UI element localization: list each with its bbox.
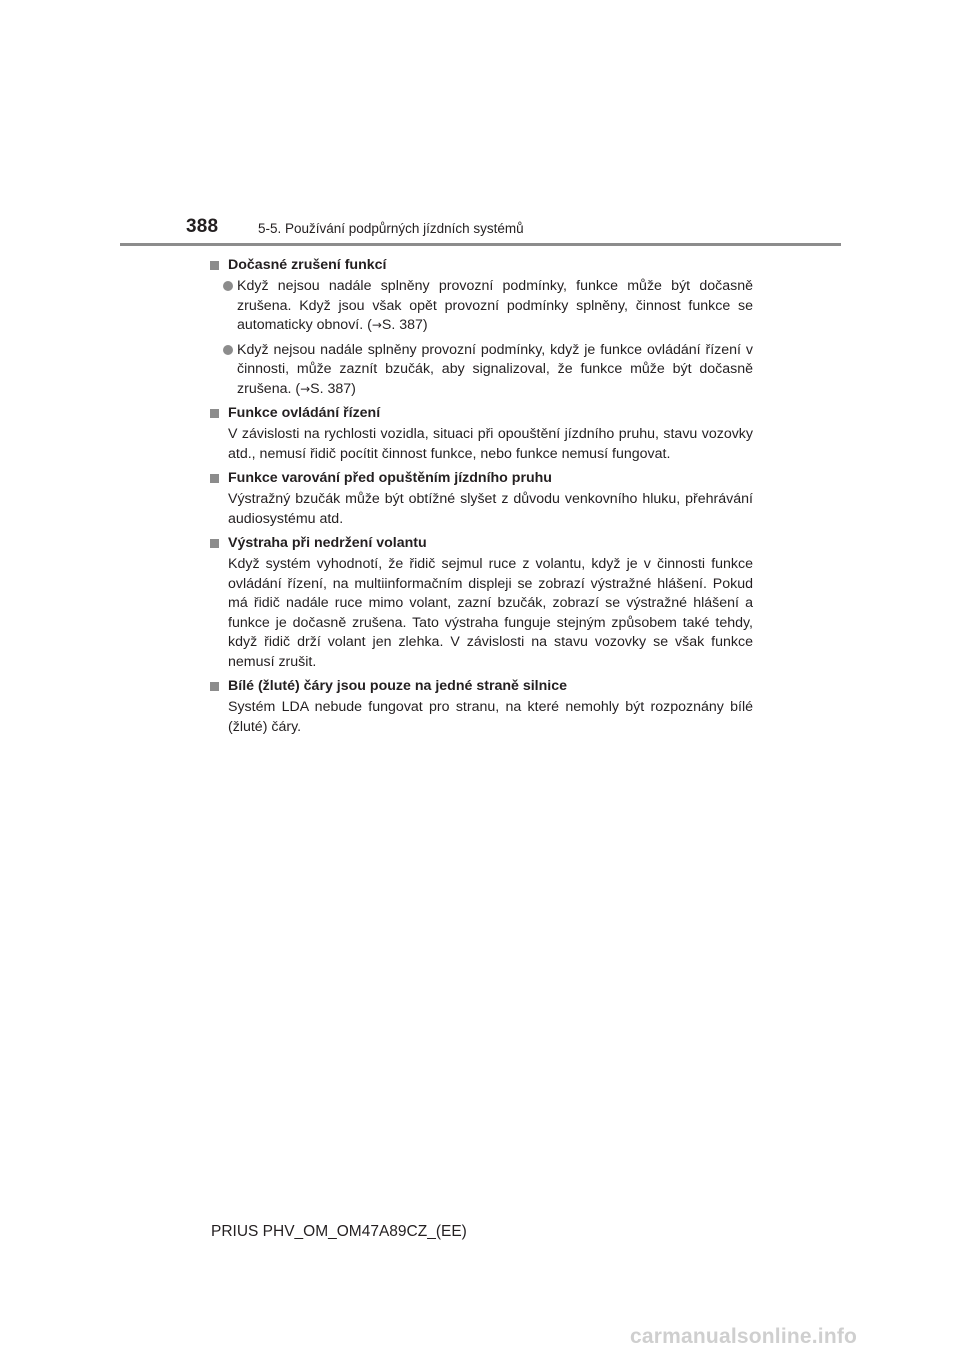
section-one-side-lines xyxy=(210,677,753,737)
square-bullet-icon xyxy=(210,261,219,270)
page-reference-link[interactable]: S. 387) xyxy=(310,380,356,397)
list-item xyxy=(210,341,753,400)
page-content xyxy=(210,256,753,742)
section-temporary-cancellation xyxy=(210,256,753,399)
arrow-right-icon: → xyxy=(371,318,382,332)
square-bullet-icon xyxy=(210,539,219,548)
bullet-text: Když nejsou nadále splněny provozní podmínky, funkce může být dočasně zrušena. Když jsou však opět provozní podmínky splněny, činnost funkce se automaticky obnoví. ( xyxy=(237,278,753,333)
circle-bullet-icon xyxy=(223,281,233,291)
site-watermark: carmanualsonline.info xyxy=(630,1325,858,1348)
bullet-text: Když nejsou nadále splněny provozní podmínky, když je funkce ovládání řízení v činnosti, může zaznít bzučák, aby signalizoval, že funkce může být dočasně zrušena. ( xyxy=(237,341,753,397)
section-heading: Bílé (žluté) čáry jsou pouze na jedné straně silnice xyxy=(210,677,753,696)
page-number: 388 xyxy=(186,216,219,237)
section-heading: Funkce ovládání řízení xyxy=(210,404,753,423)
list-item xyxy=(210,277,753,336)
section-heading: Funkce varování před opuštěním jízdního pruhu xyxy=(210,469,753,488)
page-reference-link[interactable]: S. 387) xyxy=(381,317,428,333)
circle-bullet-icon xyxy=(223,345,233,355)
section-paragraph: V závislosti na rychlosti vozidla, situaci při opouštění jízdního pruhu, stavu vozovky atd., nemusí řidič pocítit činnost funkce, nebo funkce nemusí fungovat. xyxy=(228,426,753,462)
header-divider xyxy=(120,243,841,246)
section-heading: Výstraha při nedržení volantu xyxy=(210,534,753,553)
section-paragraph: Když systém vyhodnotí, že řidič sejmul ruce z volantu, když je v činnosti funkce ovládání řízení, na multiinformačním displeji se zobrazí výstražné hlášení. Pokud má řidič nadále ruce mimo volant, zazní bzučák, zobrazí se výstražné hlášení a funkce je dočasně zrušena. Tato výstraha funguje stejným způsobem také tehdy, když řidič drží volant jen zlehka. V závislosti na stavu vozovky se však funkce nemusí zrušit. xyxy=(228,556,753,670)
section-heading: Dočasné zrušení funkcí xyxy=(210,256,753,275)
document-code: PRIUS PHV_OM_OM47A89CZ_(EE) xyxy=(211,1223,467,1240)
square-bullet-icon xyxy=(210,682,219,691)
chapter-title: 5-5. Používání podpůrných jízdních systémů xyxy=(258,221,524,236)
arrow-right-icon: → xyxy=(300,381,311,396)
square-bullet-icon xyxy=(210,409,219,418)
section-hands-off-warning xyxy=(210,534,753,672)
square-bullet-icon xyxy=(210,474,219,483)
section-steering-control xyxy=(210,404,753,464)
section-lane-departure-warning xyxy=(210,469,753,529)
section-paragraph: Výstražný bzučák může být obtížné slyšet z důvodu venkovního hluku, přehrávání audiosystému atd. xyxy=(228,491,753,527)
section-paragraph: Systém LDA nebude fungovat pro stranu, na které nemohly být rozpoznány bílé (žluté) čáry. xyxy=(228,699,753,735)
